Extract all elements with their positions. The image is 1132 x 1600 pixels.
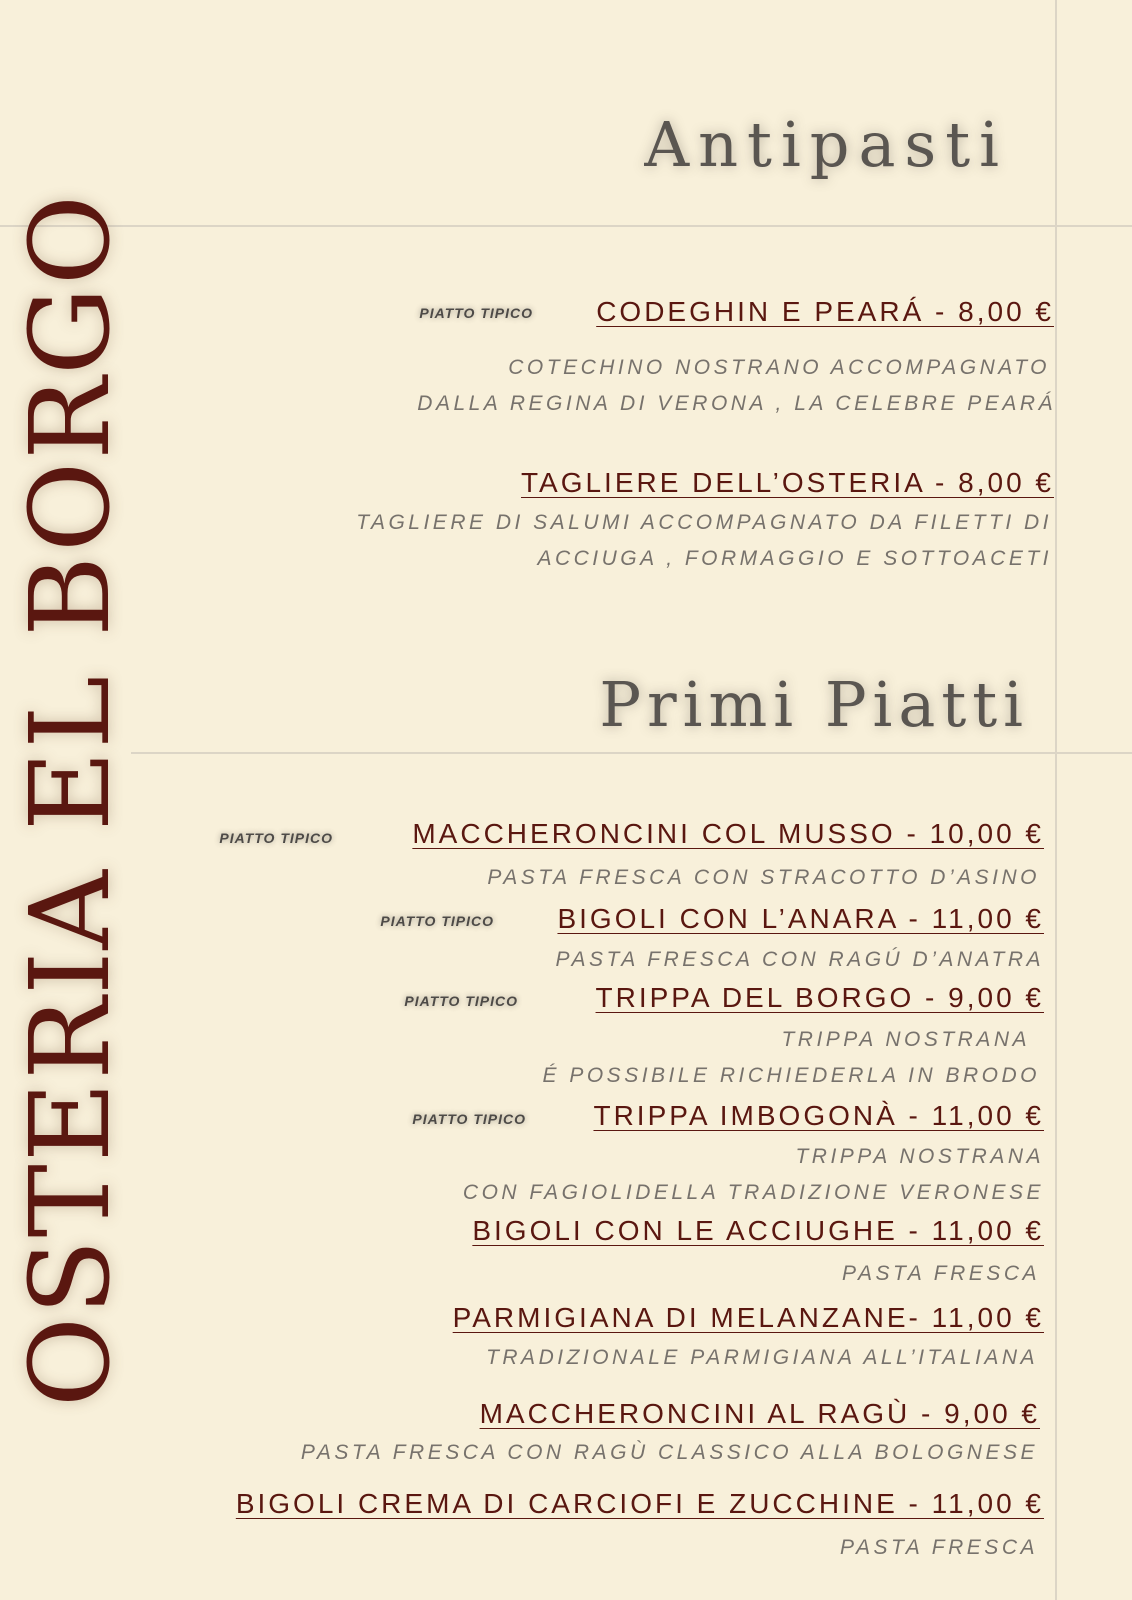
dish-description: COTECHINO NOSTRANO ACCOMPAGNATO bbox=[508, 356, 1050, 379]
dish-codeghin-e-peara: CODEGHIN E PEARÁ - 8,00 € bbox=[596, 296, 1054, 327]
dish-bigoli-crema-di-carciofi-e-zucchine: BIGOLI CREMA DI CARCIOFI E ZUCCHINE - 11,00 € bbox=[235, 1488, 1044, 1519]
piatto-tipico-badge: PIATTO TIPICO bbox=[404, 993, 518, 1009]
dish-tagliere-dell-osteria: TAGLIERE DELL’OSTERIA - 8,00 € bbox=[521, 467, 1054, 498]
dish-description: TAGLIERE DI SALUMI ACCOMPAGNATO DA FILETTI DI bbox=[356, 511, 1052, 534]
dish-description: ACCIUGA , FORMAGGIO E SOTTOACETI bbox=[537, 547, 1052, 570]
primi-divider bbox=[131, 752, 1132, 754]
dish-description: DALLA REGINA DI VERONA , LA CELEBRE PEARÁ bbox=[417, 392, 1056, 415]
dish-description: CON FAGIOLIDELLA TRADIZIONE VERONESE bbox=[462, 1181, 1044, 1204]
dish-description: PASTA FRESCA bbox=[840, 1536, 1038, 1559]
piatto-tipico-badge: PIATTO TIPICO bbox=[380, 913, 494, 929]
dish-bigoli-con-l-anara: BIGOLI CON L’ANARA - 11,00 € bbox=[557, 903, 1044, 934]
piatto-tipico-badge: PIATTO TIPICO bbox=[412, 1111, 526, 1127]
dish-description: TRIPPA NOSTRANA bbox=[795, 1145, 1044, 1168]
dish-bigoli-con-le-acciughe: BIGOLI CON LE ACCIUGHE - 11,00 € bbox=[472, 1215, 1044, 1246]
restaurant-name-vertical bbox=[0, 0, 140, 1600]
dish-description: É POSSIBILE RICHIEDERLA IN BRODO bbox=[542, 1064, 1040, 1087]
section-title-primi-piatti: Primi Piatti bbox=[599, 668, 1029, 741]
antipasti-divider bbox=[0, 225, 1132, 227]
dish-description: PASTA FRESCA CON RAGÚ D’ANATRA bbox=[555, 948, 1044, 971]
piatto-tipico-badge: PIATTO TIPICO bbox=[219, 830, 333, 846]
restaurant-name: OSTERIA EL BORGO bbox=[6, 192, 134, 1408]
dish-trippa-del-borgo: TRIPPA DEL BORGO - 9,00 € bbox=[595, 982, 1044, 1013]
right-margin-rule bbox=[1055, 0, 1057, 1600]
dish-description: TRIPPA NOSTRANA bbox=[781, 1028, 1030, 1051]
dish-maccheroncini-al-ragu: MACCHERONCINI AL RAGÙ - 9,00 € bbox=[479, 1398, 1040, 1429]
dish-maccheroncini-col-musso: MACCHERONCINI COL MUSSO - 10,00 € bbox=[412, 818, 1044, 849]
dish-description: PASTA FRESCA CON RAGÙ CLASSICO ALLA BOLOGNESE bbox=[300, 1441, 1038, 1464]
dish-description: PASTA FRESCA CON STRACOTTO D’ASINO bbox=[487, 866, 1040, 889]
dish-trippa-imbogona: TRIPPA IMBOGONÀ - 11,00 € bbox=[593, 1100, 1044, 1131]
piatto-tipico-badge: PIATTO TIPICO bbox=[419, 305, 533, 321]
dish-parmigiana-di-melanzane: PARMIGIANA DI MELANZANE- 11,00 € bbox=[452, 1302, 1044, 1333]
dish-description: PASTA FRESCA bbox=[842, 1262, 1040, 1285]
section-title-antipasti: Antipasti bbox=[644, 108, 1008, 181]
dish-description: TRADIZIONALE PARMIGIANA ALL’ITALIANA bbox=[486, 1346, 1038, 1369]
